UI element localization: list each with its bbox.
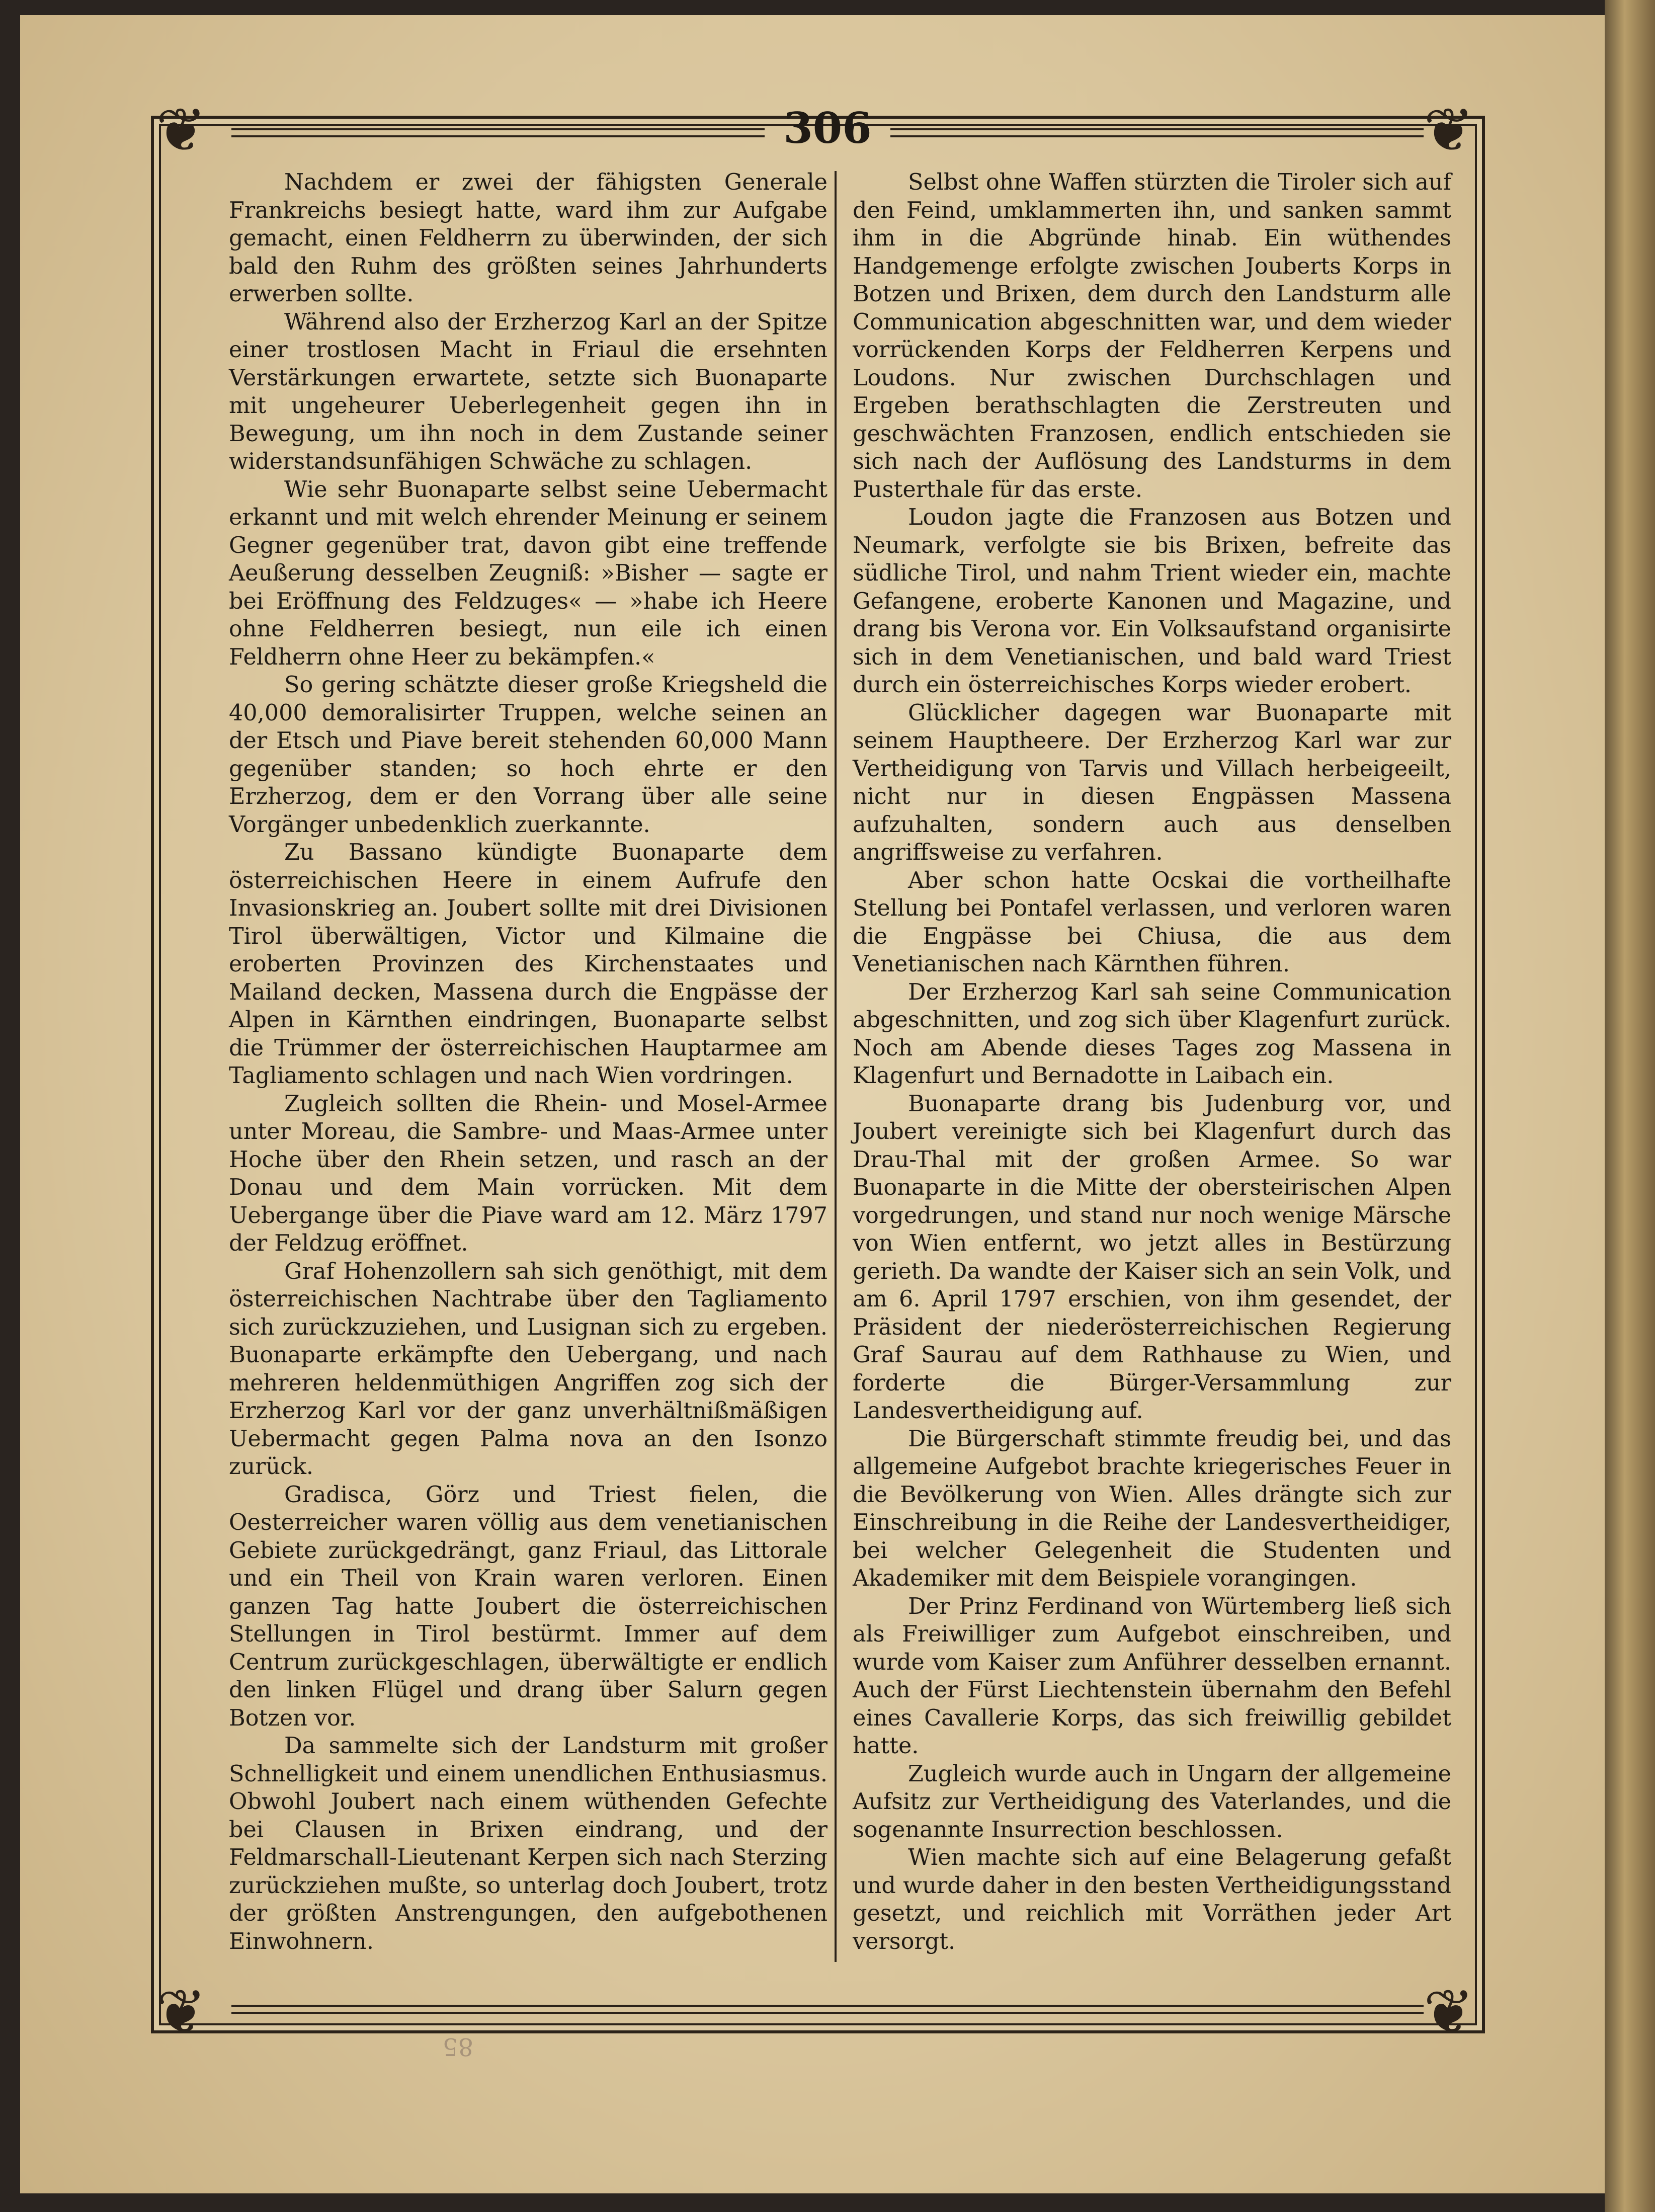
left-text-column [229,169,828,1955]
paragraph: Der Prinz Ferdinand von Würtemberg ließ sich als Freiwilliger zum Aufgebot einschreiben, und wurde vom Kaiser zum Anführer desselben ernannt. Auch der Fürst Liechtenstein übernahm den Befehl eines Cavallerie Korps, das sich freiwillig gebildet hatte. [853,1593,1451,1759]
paragraph: Loudon jagte die Franzosen aus Botzen und Neumark, verfolgte sie bis Brixen, befreite das südliche Tirol, und nahm Trient wieder ein, machte Gefangene, eroberte Kanonen und Magazine, und drang bis Verona vor. Ein Volksaufstand organisirte sich in dem Venetianischen, und bald ward Triest durch ein österreichisches Korps wieder erobert. [853,505,1451,698]
corner-ornament-icon: ❦ [1423,96,1474,166]
corner-ornament-icon: ❦ [155,96,207,166]
paragraph: Glücklicher dagegen war Buonaparte mit seinem Hauptheere. Der Erzherzog Karl war zur Vertheidigung von Tarvis und Villach herbeigeeilt, nicht nur in diesen Engpässen Massena aufzuhalten, sondern auch aus denselben angriffsweise zu verfahren. [853,700,1451,865]
header-rule-left [231,128,765,137]
right-text-column [853,169,1451,1955]
column-divider [835,171,837,1962]
paragraph: Selbst ohne Waffen stürzten die Tiroler sich auf den Feind, umklammerten ihn, und sanken sammt ihm in die Abgründe hinab. Ein wüthendes Handgemenge erfolgte zwischen Jouberts Korps in Botzen und Brixen, dem durch den Landsturm alle Communication abgeschnitten war, und dem wieder vorrückenden Korps der Feldherren Kerpens und Loudons. Nur zwischen Durchschlagen und Ergeben berathschlagten die Zerstreuten und geschwächten Franzosen, endlich entschieden sie sich nach der Auflösung des Landsturms in dem Pusterthale für das erste. [853,170,1451,503]
paragraph: Graf Hohenzollern sah sich genöthigt, mit dem österreichischen Nachtrabe über den Tagliamento sich zurückzuziehen, und Lusignan sich zu ergeben. Buonaparte erkämpfte den Uebergang, und nach mehreren heldenmüthigen Angriffen zog sich der Erzherzog Karl vor der ganz unverhältnißmäßigen Uebermacht gegen Palma nova an den Isonzo zurück. [229,1258,828,1480]
header-rule-right [890,128,1424,137]
footer-rule [231,2005,1424,2014]
paragraph: Der Erzherzog Karl sah seine Communication abgeschnitten, und zog sich über Klagenfurt zurück. Noch am Abende dieses Tages zog Massena in Klagenfurt und Bernadotte in Laibach ein. [853,979,1451,1089]
paragraph: Aber schon hatte Ocskai die vortheilhafte Stellung bei Pontafel verlassen, und verloren waren die Engpässe bei Chiusa, die aus dem Venetianischen nach Kärnthen führen. [853,867,1451,977]
paragraph: Wien machte sich auf eine Belagerung gefaßt und wurde daher in den besten Vertheidigungsstand gesetzt, und reichlich mit Vorräthen jeder Art versorgt. [853,1845,1451,1954]
paragraph: Nachdem er zwei der fähigsten Generale Frankreichs besiegt hatte, ward ihm zur Aufgabe gemacht, einen Feldherrn zu überwinden, der sich bald den Ruhm des größten seines Jahrhunderts erwerben sollte. [229,170,828,307]
paragraph: Zugleich sollten die Rhein- und Mosel-Armee unter Moreau, die Sambre- und Maas-Armee unter Hoche über den Rhein setzen, und rasch an der Donau und dem Main vorrücken. Mit dem Uebergange über die Piave ward am 12. März 1797 der Feldzug eröffnet. [229,1091,828,1256]
paragraph: Zugleich wurde auch in Ungarn der allgemeine Aufsitz zur Vertheidigung des Vaterlandes, und die sogenannte Insurrection beschlossen. [853,1761,1451,1843]
book-binding-edge [1605,0,1655,2212]
corner-ornament-icon: ❦ [155,1977,207,2047]
corner-ornament-icon: ❦ [1423,1977,1474,2047]
paragraph: Gradisca, Görz und Triest fielen, die Oesterreicher waren völlig aus dem venetianischen Gebiete zurückgedrängt, ganz Friaul, das Littorale und ein Theil von Krain waren verloren. Einen ganzen Tag hatte Joubert die österreichischen Stellungen in Tirol bestürmt. Immer auf dem Centrum zurückgeschlagen, überwältigte er endlich den linken Flügel und drang über Salurn gegen Botzen vor. [229,1482,828,1731]
paragraph: Zu Bassano kündigte Buonaparte dem österreichischen Heere in einem Aufrufe den Invasionskrieg an. Joubert sollte mit drei Divisionen Tirol überwältigen, Victor und Kilmaine die eroberten Provinzen des Kirchenstaates und Mailand decken, Massena durch die Engpässe der Alpen in Kärnthen eindringen, Buonaparte selbst die Trümmer der österreichischen Hauptarmee am Tagliamento schlagen und nach Wien vordringen. [229,840,828,1089]
paragraph: Während also der Erzherzog Karl an der Spitze einer trostlosen Macht in Friaul die ersehnten Verstärkungen erwartete, setzte sich Buonaparte mit ungeheurer Ueberlegenheit gegen ihn in Bewegung, um ihn noch in dem Zustande seiner widerstandsunfähigen Schwäche zu schlagen. [229,309,828,474]
paragraph: Die Bürgerschaft stimmte freudig bei, und das allgemeine Aufgebot brachte kriegerisches Feuer in die Bevölkerung von Wien. Alles drängte sich zur Einschreibung in die Reihe der Landesvertheidiger, bei welcher Gelegenheit die Studenten und Akademiker mit dem Beispiele vorangingen. [853,1426,1451,1591]
paragraph: So gering schätzte dieser große Kriegsheld die 40,000 demoralisirter Truppen, welche seinen an der Etsch und Piave bereit stehenden 60,000 Mann gegenüber standen; so hoch ehrte er den Erzherzog, dem er den Vorrang über alle seine Vorgänger unbedenklich zuerkannte. [229,672,828,838]
paragraph: Wie sehr Buonaparte selbst seine Uebermacht erkannt und mit welch ehrender Meinung er seinem Gegner gegenüber trat, davon gibt eine treffende Aeußerung desselben Zeugniß: »Bisher — sagte er bei Eröffnung des Feldzuges« — »habe ich Heere ohne Feldherren besiegt, nun eile ich einen Feldherrn ohne Heer zu bekämpfen.« [229,476,828,670]
paragraph: Da sammelte sich der Landsturm mit großer Schnelligkeit und einem unendlichen Enthusiasmus. Obwohl Joubert nach einem wüthenden Gefechte bei Clausen in Brixen eindrang, und der Feldmarschall-Lieutenant Kerpen sich nach Sterzing zurückziehen mußte, so unterlag doch Joubert, trotz der größten Anstrengungen, den aufgebothenen Einwohnern. [229,1733,828,1954]
paragraph: Buonaparte drang bis Judenburg vor, und Joubert vereinigte sich bei Klagenfurt durch das Drau-Thal mit der großen Armee. So war Buonaparte in die Mitte der obersteirischen Alpen vorgedrungen, und stand nur noch wenige Märsche von Wien entfernt, wo jetzt alles in Bestürzung gerieth. Da wandte der Kaiser sich an sein Volk, und am 6. April 1797 erschien, von ihm gesendet, der Präsident der niederösterreichischen Regierung Graf Saurau auf dem Rathhause zu Wien, und forderte die Bürger-Versammlung zur Landesvertheidigung auf. [853,1091,1451,1424]
page-number: 306 [783,103,872,153]
signature-mark: 85 [443,2032,474,2061]
